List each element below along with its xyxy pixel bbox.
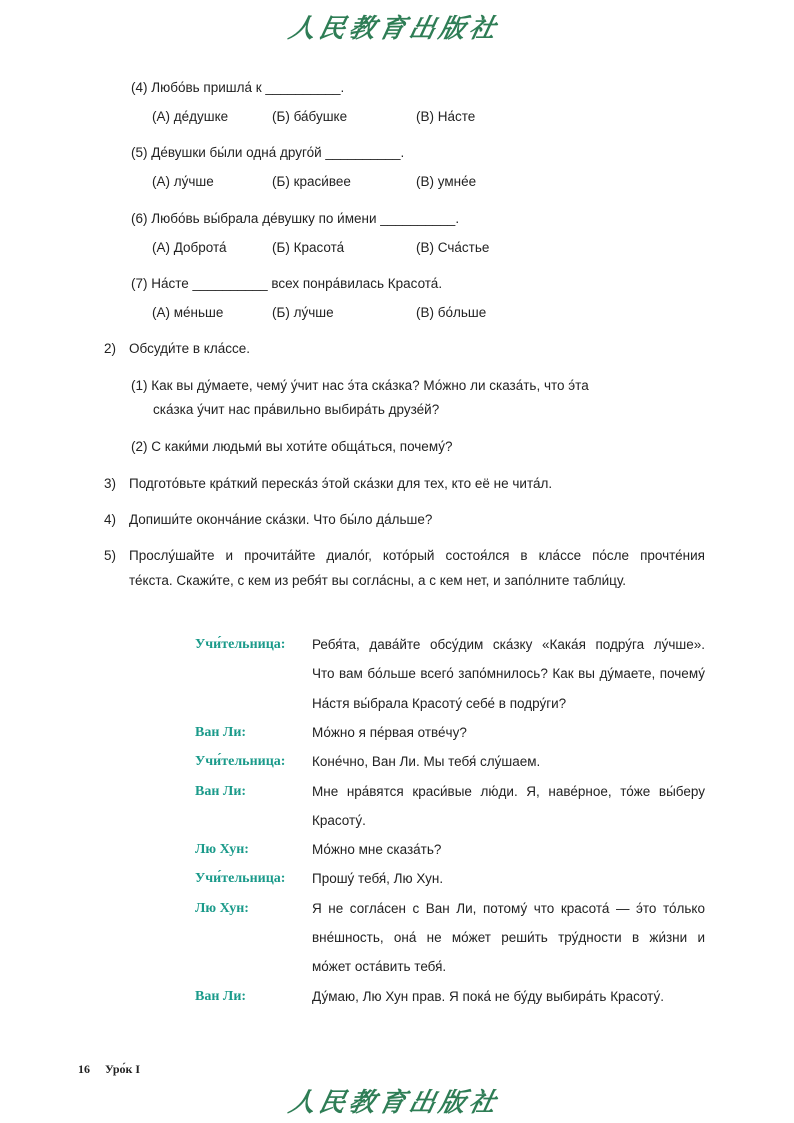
speaker-label: Учи́тельница: xyxy=(195,754,286,770)
task-2-sub1: (1) Как вы ду́маете, чему́ у́чит нас э́та ска́зка? Мо́жно ли сказа́ть, что э́та xyxy=(131,378,589,393)
lesson-label: Уро́к I xyxy=(105,1062,141,1076)
dialog-line: Мо́жно я пе́рвая отве́чу? xyxy=(312,724,467,740)
question-stem: (6) Любо́вь вы́брала де́вушку по и́мени __________. xyxy=(131,211,460,226)
task-2-number: 2) xyxy=(104,341,117,356)
answer-option: (А) лу́чше xyxy=(152,174,214,189)
task-2-sub1-cont: ска́зка у́чит нас пра́вильно выбира́ть друзе́й? xyxy=(153,402,440,417)
dialog-line: Коне́чно, Ван Ли. Мы тебя́ слу́шаем. xyxy=(312,754,541,770)
task-4-number: 4) xyxy=(104,512,117,527)
dialog-line: Что вам бо́льше всего́ запо́мнилось? Как вы ду́маете, почему́ xyxy=(312,666,705,682)
task-5-line2: те́кста. Скажи́те, с кем из ребя́т вы согла́сны, а с кем нет, и запо́лните табли́цу. xyxy=(129,573,627,588)
answer-option: (В) бо́льше xyxy=(416,305,487,320)
answer-option: (Б) Красота́ xyxy=(272,240,345,255)
speaker-label: Лю Хун: xyxy=(195,842,249,858)
dialog-line: вне́шность, она́ не мо́жет реши́ть тру́дности в жи́зни и xyxy=(312,930,705,945)
publisher-logo-top: 人民教育出版社 xyxy=(285,14,503,44)
dialog-line: Прошу́ тебя́, Лю Хун. xyxy=(312,871,444,887)
speaker-label: Учи́тельница: xyxy=(195,871,286,887)
question-stem: (4) Любо́вь пришла́ к __________. xyxy=(131,80,345,95)
answer-option: (Б) лу́чше xyxy=(272,305,334,320)
answer-option: (А) Доброта́ xyxy=(152,240,227,255)
page-number: 16 xyxy=(78,1062,90,1076)
answer-option: (В) умне́е xyxy=(416,174,477,189)
question-stem: (5) Де́вушки бы́ли одна́ друго́й __________. xyxy=(131,145,405,160)
speaker-label: Лю Хун: xyxy=(195,900,249,916)
answer-option: (В) Сча́стье xyxy=(416,240,490,255)
speaker-label: Учи́тельница: xyxy=(195,637,286,652)
task-5-line1: Прослу́шайте и прочита́йте диало́г, кото́рый состоя́лся в кла́ссе по́сле прочте́ния xyxy=(129,548,705,563)
answer-option: (Б) ба́бушке xyxy=(272,109,348,124)
dialog-line: Мо́жно мне сказа́ть? xyxy=(312,842,442,858)
speaker-label: Ван Ли: xyxy=(195,724,247,740)
dialog-line: Красоту́. xyxy=(312,812,366,828)
task-3-number: 3) xyxy=(104,476,117,491)
task-4-text: Допиши́те оконча́ние ска́зки. Что бы́ло да́льше? xyxy=(129,512,433,527)
task-2-text: Обсуди́те в кла́ссе. xyxy=(129,341,250,356)
dialog-line: Я не согла́сен с Ван Ли, потому́ что красота́ — э́то то́лько xyxy=(312,900,705,916)
dialog-line: Мне нра́вятся краси́вые лю́ди. Я, наве́рное, то́же вы́беру xyxy=(312,783,705,799)
answer-option: (Б) краси́вее xyxy=(272,174,351,189)
publisher-logo-bottom: 人民教育出版社 xyxy=(285,1088,503,1118)
question-stem: (7) На́сте __________ всех понра́вилась Красота́. xyxy=(131,276,443,291)
answer-option: (А) де́душке xyxy=(152,109,229,124)
task-5-number: 5) xyxy=(104,548,117,563)
dialog-line: Ду́маю, Лю Хун прав. Я пока́ не бу́ду выбира́ть Красоту́. xyxy=(312,988,665,1004)
answer-option: (А) ме́ньше xyxy=(152,305,224,320)
dialog-line: Ребя́та, дава́йте обсу́дим ска́зку «Кака́я подру́га лу́чше». xyxy=(312,637,705,652)
speaker-label: Ван Ли: xyxy=(195,783,247,799)
dialog-line: мо́жет оста́вить тебя́. xyxy=(312,959,447,975)
speaker-label: Ван Ли: xyxy=(195,988,247,1004)
task-2-sub2: (2) С каки́ми людьми́ вы хоти́те обща́ться, почему́? xyxy=(131,439,453,454)
task-3-text: Подгото́вьте кра́ткий переска́з э́той ска́зки для тех, кто её не чита́л. xyxy=(129,476,553,491)
page-footer xyxy=(78,1062,152,1077)
dialog-line: На́стя вы́брала Красоту́ себе́ в подру́ги? xyxy=(312,695,567,711)
answer-option: (В) На́сте xyxy=(416,109,476,124)
